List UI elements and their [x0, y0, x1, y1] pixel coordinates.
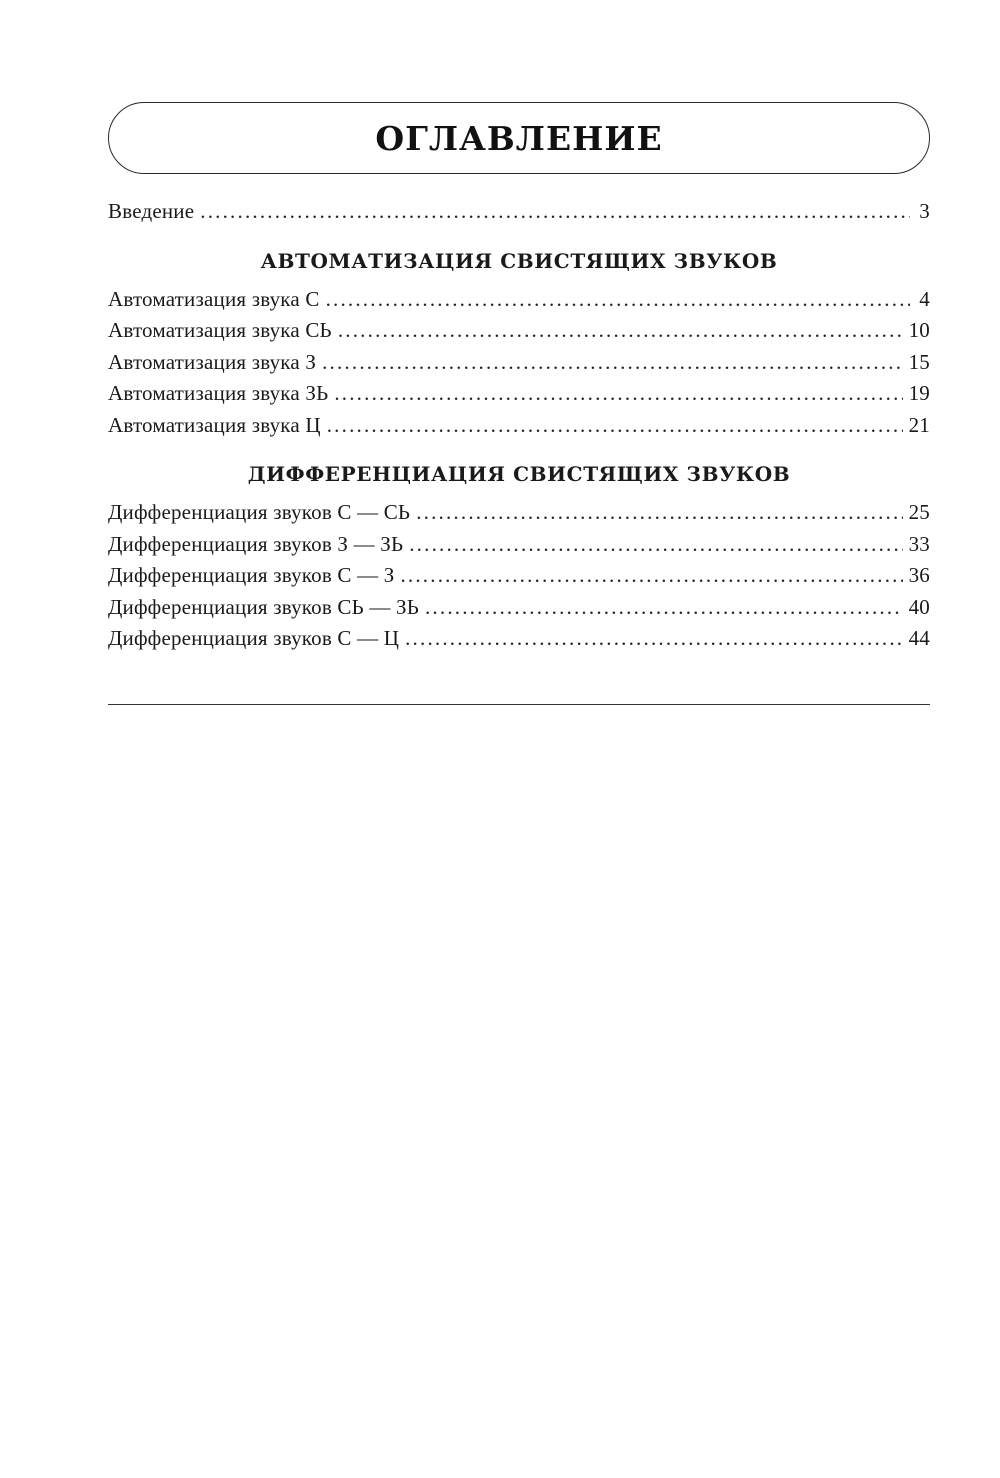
- toc-entry[interactable]: [108, 560, 930, 592]
- dot-leader: [322, 347, 903, 379]
- toc-entry-label: Дифференциация звуков З — ЗЬ: [108, 531, 404, 556]
- toc-entry[interactable]: [108, 497, 930, 529]
- dot-leader: [327, 410, 903, 442]
- toc-entry-page: 36: [908, 563, 930, 587]
- toc-entry-label: Дифференциация звуков С — З: [108, 563, 395, 587]
- toc-entry-page: 40: [908, 594, 930, 619]
- dot-leader: [405, 623, 903, 655]
- dot-leader: [409, 529, 902, 561]
- toc-entry-label: Дифференциация звуков СЬ — ЗЬ: [108, 594, 419, 619]
- toc-entry-label: Автоматизация звука З: [108, 349, 317, 374]
- toc-entry[interactable]: [108, 592, 930, 624]
- toc-entry-label: Автоматизация звука ЗЬ: [108, 381, 329, 405]
- toc-entry[interactable]: [108, 347, 930, 379]
- toc-entry[interactable]: [108, 315, 930, 347]
- toc-entry-page: 33: [908, 531, 930, 556]
- dot-leader: [334, 378, 902, 410]
- toc-entry-label: Автоматизация звука СЬ: [108, 318, 332, 342]
- dot-leader: [416, 497, 902, 529]
- dot-leader: [338, 315, 903, 347]
- toc-entry-page: 25: [908, 500, 930, 524]
- toc-entry-label: Дифференциация звуков С — СЬ: [108, 500, 411, 524]
- toc-entry-page: 44: [908, 626, 930, 650]
- toc-entry[interactable]: [108, 410, 930, 442]
- section-heading-differentiation: ДИФФЕРЕНЦИАЦИЯ СВИСТЯЩИХ ЗВУКОВ: [247, 462, 791, 486]
- table-of-contents: [108, 102, 930, 655]
- bottom-divider: [108, 704, 930, 705]
- toc-entry-label: Введение: [108, 199, 195, 223]
- toc-entry-page: 4: [919, 286, 930, 311]
- toc-entry-page: 21: [908, 412, 930, 437]
- dot-leader: [400, 560, 902, 592]
- toc-entry[interactable]: [108, 623, 930, 655]
- toc-entry-page: 19: [908, 381, 930, 405]
- toc-entry-intro[interactable]: [108, 196, 930, 228]
- toc-entry-page: 15: [908, 349, 930, 374]
- toc-entry-label: Автоматизация звука С: [108, 286, 320, 311]
- toc-entry-page: 10: [908, 318, 930, 342]
- dot-leader: [425, 592, 903, 624]
- toc-entry[interactable]: [108, 378, 930, 410]
- dot-leader: [326, 284, 910, 316]
- toc-entry-page: 3: [919, 199, 930, 223]
- title-frame: [108, 102, 930, 174]
- toc-entry-label: Дифференциация звуков С — Ц: [108, 626, 400, 650]
- toc-entry[interactable]: [108, 284, 930, 316]
- dot-leader: [200, 196, 910, 228]
- section-heading-automation: АВТОМАТИЗАЦИЯ СВИСТЯЩИХ ЗВУКОВ: [260, 248, 778, 273]
- toc-entry[interactable]: [108, 529, 930, 561]
- toc-entry-label: Автоматизация звука Ц: [108, 412, 321, 437]
- page-title: ОГЛАВЛЕНИЕ: [375, 118, 663, 158]
